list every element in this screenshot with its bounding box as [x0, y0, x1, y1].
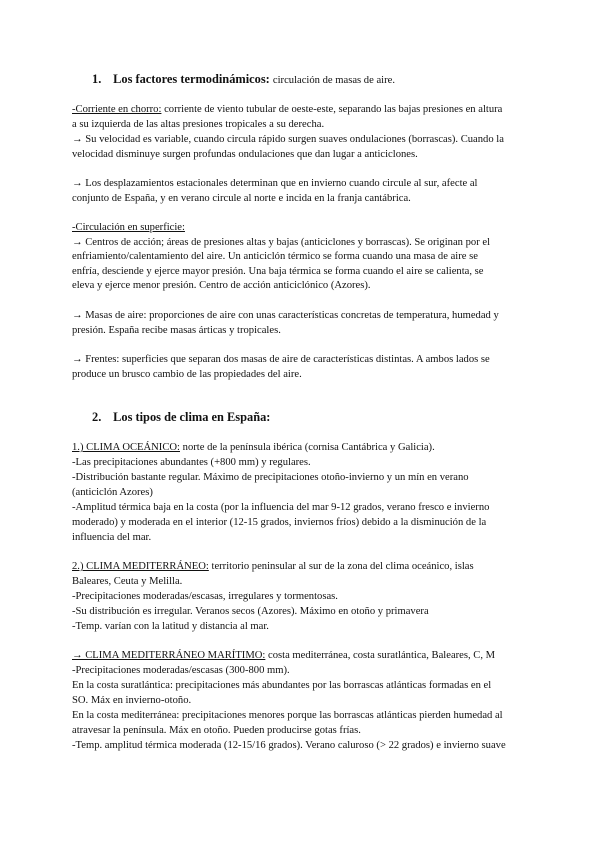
paragraph-line: -Las precipitaciones abundantes (+800 mm) y regulares. [72, 457, 311, 468]
paragraph-line: velocidad disminuye surgen profundas ondulaciones que dan lugar a anticiclones. [72, 149, 418, 160]
paragraph-line [72, 441, 435, 455]
paragraph-line: enfriamiento/calentamiento del aire. Un anticiclón térmico se forma cuando una masa de aire se [72, 251, 478, 262]
paragraph-line: → Su velocidad es variable, cuando circula rápido surgen suaves ondulaciones (borrascas). Cuando la [72, 134, 504, 145]
maritimo-label: → CLIMA MEDITERRÁNEO MARÍTIMO: [72, 650, 266, 661]
paragraph-line: produce un brusco cambio de las propiedades del aire. [72, 369, 302, 380]
paragraph-line [72, 560, 474, 574]
paragraph-line: eleva y ejerce menor presión. Centro de acción anticiclónico (Azores). [72, 280, 371, 291]
mediterraneo-text: territorio peninsular al sur de la zona del clima oceánico, islas [211, 561, 474, 572]
paragraph-line: -Temp. varían con la latitud y distancia al mar. [72, 621, 269, 632]
section-1-heading [92, 72, 395, 87]
section-2-number: 2. [92, 410, 102, 424]
section-1-subtitle: circulación de masas de aire. [272, 75, 395, 86]
paragraph-line: → Los desplazamientos estacionales determinan que en invierno cuando circule al sur, afecte al [72, 178, 478, 189]
superficie-label: -Circulación en superficie: [72, 222, 185, 233]
paragraph-line: -Precipitaciones moderadas/escasas (300-800 mm). [72, 665, 290, 676]
paragraph-line: (anticiclón Azores) [72, 487, 153, 498]
paragraph-line [72, 103, 502, 117]
paragraph-line [72, 649, 495, 663]
paragraph-line: enfría, desciende y ejerce mayor presión. Una baja térmica se forma cuando el aire se calienta, se [72, 266, 484, 277]
paragraph-line: Baleares, Ceuta y Melilla. [72, 576, 183, 587]
section-2-heading [92, 410, 270, 425]
paragraph-line: → Masas de aire: proporciones de aire con unas características concretas de temperatura, humedad y [72, 310, 499, 321]
paragraph-line: → Frentes: superficies que separan dos masas de aire de características distintas. A ambos lados se [72, 354, 490, 365]
paragraph-line: → Centros de acción; áreas de presiones altas y bajas (anticiclones y borrascas). Se originan por el [72, 237, 491, 248]
maritimo-text: costa mediterránea, costa suratlántica, Baleares, C, M [268, 650, 496, 661]
paragraph-line: presión. España recibe masas árticas y tropicales. [72, 325, 281, 336]
paragraph-line: conjunto de España, y en verano circule al norte e incida en la franja cantábrica. [72, 193, 411, 204]
paragraph-line: En la costa suratlántica: precipitaciones más abundantes por las borrascas atlánticas formadas en el [72, 680, 492, 691]
section-2-title: Los tipos de clima en España: [113, 410, 271, 424]
paragraph-line: moderado) y moderada en el interior (12-15 grados, inviernos fríos) debido a la disminución de la [72, 517, 487, 528]
paragraph-line: -Temp. amplitud térmica moderada (12-15/16 grados). Verano caluroso (> 22 grados) e invierno suave [72, 740, 506, 751]
corriente-text: corriente de viento tubular de oeste-este, separando las bajas presiones en altura [164, 104, 503, 115]
section-1-title: Los factores termodinámicos: [113, 72, 270, 86]
paragraph-line: -Amplitud térmica baja en la costa (por la influencia del mar 9-12 grados, verano fresco e invierno [72, 502, 490, 513]
oceanico-label: 1.) CLIMA OCEÁNICO: [72, 442, 180, 453]
paragraph-line: -Distribución bastante regular. Máximo de precipitaciones otoño-invierno y un mín en verano [72, 472, 469, 483]
section-1-number: 1. [92, 72, 102, 86]
paragraph-line: -Su distribución es irregular. Veranos secos (Azores). Máximo en otoño y primavera [72, 606, 429, 617]
paragraph-line: -Precipitaciones moderadas/escasas, irregulares y tormentosas. [72, 591, 338, 602]
paragraph-line: atravesar la península. Máx en otoño. Pueden producirse gotas frías. [72, 725, 361, 736]
corriente-label: -Corriente en chorro: [72, 104, 162, 115]
mediterraneo-label: 2.) CLIMA MEDITERRÁNEO: [72, 561, 209, 572]
paragraph-line: SO. Máx en invierno-otoño. [72, 695, 192, 706]
paragraph-line: En la costa mediterránea: precipitaciones menores porque las borrascas atlánticas pierden humedad al [72, 710, 503, 721]
oceanico-text: norte de la península ibérica (cornisa Cantábrica y Galicia). [182, 442, 435, 453]
paragraph-line: influencia del mar. [72, 532, 152, 543]
paragraph-line: a su izquierda de las altas presiones tropicales a su derecha. [72, 119, 325, 130]
